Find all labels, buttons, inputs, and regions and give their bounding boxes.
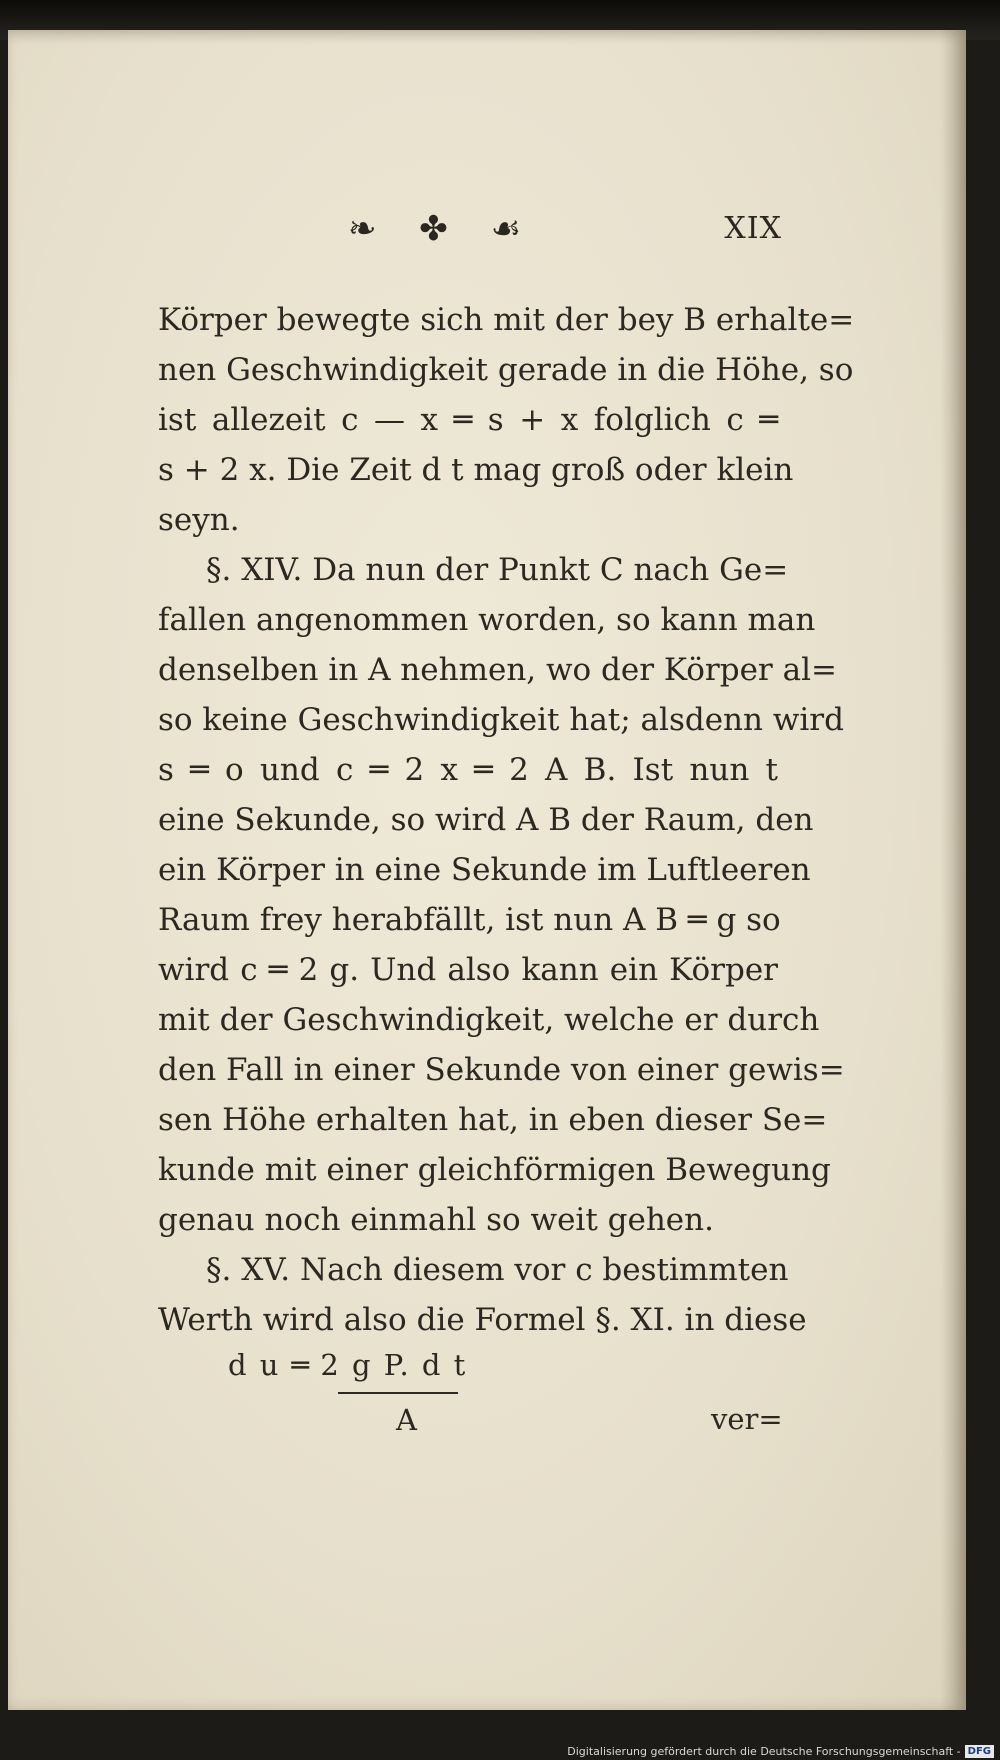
page-edge-shading [940,30,966,1710]
text-line: nen Geschwindigkeit gerade in die Höhe, so [158,352,854,388]
fraction-bar [338,1392,458,1394]
text-line: sen Höhe erhalten hat, in eben dieser Se= [158,1102,828,1138]
catchword: ver= [711,1402,783,1436]
formula-lhs: d u ═ [228,1348,312,1382]
paragraph-start-section-xv: §. XV. Nach diesem vor c bestimmten [206,1252,789,1288]
book-page [8,30,966,1710]
text-line: denselben in A nehmen, wo der Körper al= [158,652,837,688]
page-number: XIX [724,211,782,246]
paragraph-start-section-xiv: §. XIV. Da nun der Punkt C nach Ge= [206,552,789,588]
page-header [148,205,788,255]
credit-text: Digitalisierung gefördert durch die Deutsche Forschungsgemeinschaft - [567,1745,961,1758]
text-line: eine Sekunde, so wird A B der Raum, den [158,802,814,838]
digitization-credit [567,1745,994,1758]
text-line: Raum frey herabfällt, ist nun A B ═ g so [158,902,781,938]
formula-numerator: 2 g P. d t [320,1348,468,1382]
text-line: s ═ o und c ═ 2 x ═ 2 A B. Ist nun t [158,752,778,788]
body-text [158,295,855,1345]
text-line: den Fall in einer Sekunde von einer gewis= [158,1052,845,1088]
text-line: wird c ═ 2 g. Und also kann ein Körper [158,952,778,988]
text-line: ist allezeit c — x ═ s + x folglich c ═ [158,402,778,438]
text-line: mit der Geschwindigkeit, welche er durch [158,1002,820,1038]
formula [228,1348,468,1382]
text-line: seyn. [158,502,240,538]
text-line: fallen angenommen worden, so kann man [158,602,816,638]
text-line: so keine Geschwindigkeit hat; alsdenn wird [158,702,844,738]
text-line: s + 2 x. Die Zeit d t mag groß oder klein [158,452,794,488]
text-line: kunde mit einer gleichförmigen Bewegung [158,1152,831,1188]
dfg-logo: DFG [965,1745,994,1758]
text-line: genau noch einmahl so weit gehen. [158,1202,714,1238]
header-ornament: ❧ ✤ ☙ [348,209,538,249]
text-line: Körper bewegte sich mit der bey B erhalte= [158,302,855,338]
text-line: ein Körper in eine Sekunde im Luftleeren [158,852,811,888]
formula-denominator: A [396,1403,417,1437]
text-line: Werth wird also die Formel §. XI. in diese [158,1302,807,1338]
